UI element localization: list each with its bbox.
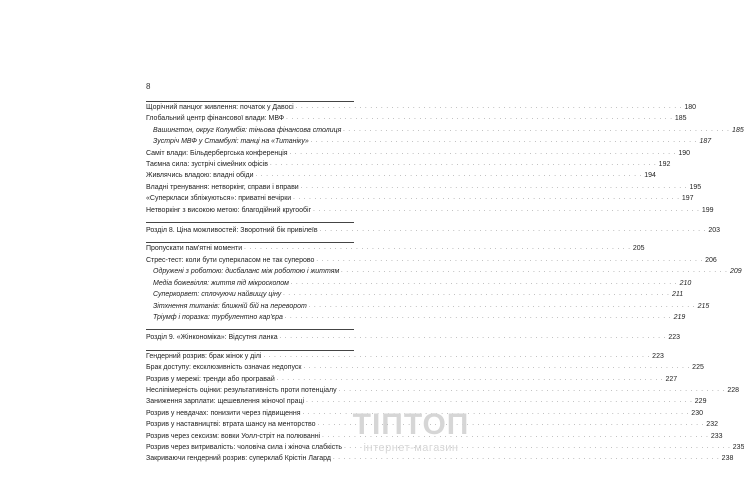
entry-page-number: 228: [727, 386, 739, 394]
dot-leader: [339, 385, 726, 396]
dot-leader: [277, 374, 664, 385]
entry-title: Несліпімерність оцінки: результативність проти потенціалу: [146, 386, 337, 394]
entry-title: Розрив через витривалість: чоловіча сила і жіноча слабкість: [146, 443, 343, 451]
entry-page-number: 210: [679, 279, 692, 287]
entry-title: Брак доступу: ексклюзивність означає недопуск: [146, 364, 302, 372]
entry-page-number: 225: [692, 364, 704, 372]
entry-page-number: 238: [721, 455, 734, 463]
entry-title: Розрив у невдачах: понизити через підвищення: [146, 409, 301, 417]
toc-subentry: [146, 301, 710, 312]
toc-entry: [146, 159, 671, 170]
dot-leader: [263, 351, 650, 362]
entry-page-number: 215: [697, 302, 710, 310]
toc-entry: [146, 255, 717, 266]
entry-page-number: 199: [701, 206, 714, 214]
toc-entry: [146, 385, 739, 396]
entry-title: Гендерний розрив: брак жінок у ділі: [146, 352, 262, 360]
entry-page-number: 195: [689, 183, 702, 191]
entry-page-number: 180: [684, 104, 697, 111]
toc-entry: [146, 243, 645, 254]
entry-title: Суперкорвет: сплочуючи найвищу ціну: [153, 291, 282, 299]
toc-entry: [146, 182, 702, 193]
entry-page-number: 192: [658, 161, 671, 169]
dot-leader: [293, 193, 680, 204]
toc-subentry: [146, 136, 712, 147]
page-number: 8: [146, 82, 151, 91]
entry-title: Саміт влади: Більдербергська конференція: [146, 149, 288, 157]
toc-entry: [146, 148, 690, 159]
entry-title: Медіа божевілля: життя під мікроскопом: [153, 279, 289, 287]
entry-title: Пропускати пам'ятні моменти: [146, 245, 243, 253]
entry-page-number: 230: [691, 409, 703, 417]
dot-leader: [316, 255, 703, 266]
toc-entry: [146, 351, 664, 362]
dot-leader: [296, 102, 683, 113]
entry-page-number: 185: [674, 115, 687, 123]
toc-entry: [146, 102, 697, 113]
entry-page-number: 211: [672, 291, 684, 299]
entry-title: Розділ 8. Ціна можливостей: Зворотний бік привілеїв: [146, 227, 318, 235]
entry-page-number: 223: [668, 334, 680, 342]
entry-page-number: 194: [644, 172, 656, 180]
dot-leader: [256, 170, 643, 181]
entry-page-number: 232: [706, 421, 718, 429]
toc-entry: [146, 396, 707, 407]
dot-leader: [320, 225, 707, 236]
dot-leader: [290, 148, 677, 159]
toc-subentry: [146, 266, 742, 277]
dot-leader: [306, 396, 693, 407]
entry-title: Зустріч МВФ у Стамбулі: танці на «Титаніку»: [153, 138, 309, 146]
toc-entry: [146, 431, 723, 442]
toc-subentry: [146, 278, 692, 289]
entry-page-number: 205: [632, 245, 645, 253]
entry-title: Зітхнення титанів: ближній бій на переворот: [153, 302, 307, 310]
entry-title: Розділ 9. «Жінкономіка»: Відсутня ланка: [146, 334, 278, 342]
section-divider: [146, 329, 354, 330]
chapter-heading: [146, 332, 680, 343]
entry-page-number: 197: [681, 195, 694, 203]
dot-leader: [285, 312, 672, 323]
watermark-logo: ТІПТОП: [352, 408, 470, 441]
toc-entry: [146, 193, 694, 204]
toc-entry: [146, 419, 718, 430]
toc-entry: [146, 453, 734, 464]
entry-page-number: 223: [652, 352, 664, 360]
entry-title: Таємна сила: зустрічі сімейних офісів: [146, 161, 268, 169]
toc-entry: [146, 113, 687, 124]
dot-leader: [283, 289, 670, 300]
dot-leader: [280, 332, 667, 343]
entry-page-number: 203: [708, 227, 720, 235]
dot-leader: [311, 136, 698, 147]
toc-subentry: [146, 289, 684, 300]
entry-page-number: 229: [694, 398, 707, 406]
dot-leader: [270, 159, 657, 170]
watermark-subtitle: інтернет-магазин: [363, 442, 459, 454]
dot-leader: [301, 182, 688, 193]
dot-leader: [303, 362, 690, 373]
dot-leader: [286, 113, 673, 124]
entry-title: Нетворкінг з високою метою: благодійний кругообіг: [146, 206, 312, 214]
toc-subentry: [146, 312, 686, 323]
toc-entry: [146, 362, 704, 373]
entry-title: Щорічний панцюг живлення: початок у Давосі: [146, 104, 294, 111]
chapter-heading: [146, 225, 720, 236]
entry-title: Розрив у мережі: тренди або програвай: [146, 375, 275, 383]
entry-page-number: 235: [732, 443, 744, 451]
store-watermark: [336, 410, 486, 454]
dot-leader: [291, 278, 678, 289]
entry-page-number: 227: [665, 375, 678, 383]
entry-title: Владні тренування: нетворкінг, справи і вправи: [146, 183, 299, 191]
entry-title: Розрив у наставництві: втрата шансу на менторство: [146, 421, 316, 429]
dot-leader: [244, 243, 631, 254]
entry-page-number: 209: [730, 268, 742, 276]
dot-leader: [343, 125, 730, 136]
entry-title: Тріумф і поразка: турбулентно кар'єра: [153, 313, 283, 321]
entry-page-number: 233: [710, 432, 723, 440]
toc-entry: [146, 205, 714, 216]
entry-title: Стрес-тест: коли бути суперкласом не так суперово: [146, 256, 315, 264]
entry-title: «Суперкласи збліжуються»: приватні вечірки: [146, 195, 292, 203]
entry-page-number: 219: [673, 313, 686, 321]
entry-title: Розрив через сексизм: вовки Уолл-стріт на полюванні: [146, 432, 321, 440]
toc-subentry: [146, 125, 744, 136]
toc-entry: [146, 170, 656, 181]
entry-title: Живлячись владою: владні обіди: [146, 172, 254, 180]
entry-title: Заниження зарплати: щешевлення жіночої праці: [146, 398, 305, 406]
dot-leader: [313, 205, 700, 216]
section-divider: [146, 222, 354, 223]
entry-title: Одружені з роботою: дисбаланс між роботою і життям: [153, 268, 340, 276]
entry-page-number: 190: [678, 149, 690, 157]
entry-page-number: 185: [732, 126, 744, 134]
entry-page-number: 187: [699, 138, 712, 146]
dot-leader: [341, 266, 728, 277]
entry-title: Глобальний центр фінансової влади: МВФ: [146, 115, 285, 123]
entry-title: Вашингтон, округ Колумбія: тіньова фінансова столиця: [153, 126, 342, 134]
toc-entry: [146, 374, 678, 385]
dot-leader: [333, 453, 720, 464]
entry-page-number: 206: [705, 256, 717, 264]
dot-leader: [309, 301, 696, 312]
toc-entry: [146, 408, 703, 419]
entry-title: Закриваючи гендерний розрив: суперклаб Крістін Лагард: [146, 455, 331, 463]
